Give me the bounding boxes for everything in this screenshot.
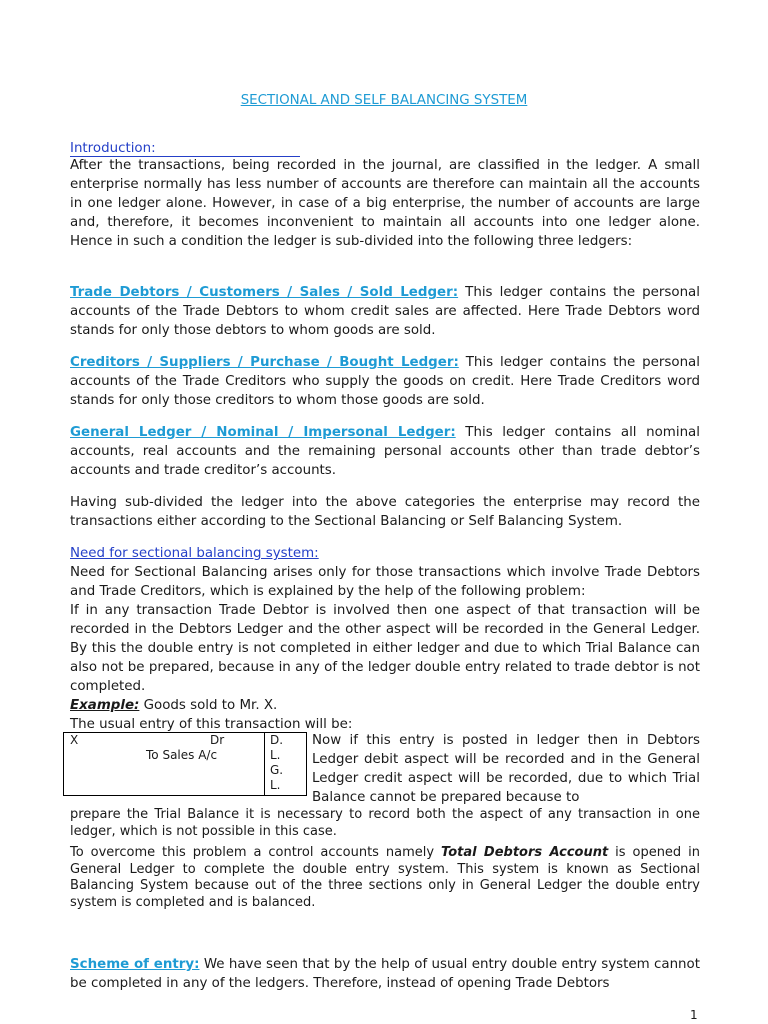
introduction-text: After the transactions, being recorded in the journal, are classified in the ledger. A small enterprise normally has less number of accounts are therefore can maintain all the accounts in one ledger alone. However, in case of a big enterprise, the number of accounts are large and, therefore, it becomes inconvenient to maintain all accounts into one ledger alone. Hence in such a condition the ledger is sub-divided into the following three ledgers: — [70, 158, 700, 249]
overcome-text-after: is opened in General Ledger to complete the double entry system. This system is known as Sectional Balancing System because out of the three sections only in General Ledger the double entry system is completed and is balanced. — [70, 845, 700, 910]
journal-ref-3: G. — [270, 763, 284, 777]
page-number: 1 — [690, 1008, 698, 1022]
journal-ref-1: D. — [270, 733, 284, 747]
journal-ref-2: L. — [270, 748, 281, 762]
scheme-paragraph — [70, 955, 700, 993]
continuation-text: prepare the Trial Balance it is necessary to record both the aspect of any transaction in one ledger, which is not possible in this case. — [70, 807, 700, 839]
ledger-trade-debtors-heading: Trade Debtors / Customers / Sales / Sold Ledger: — [70, 285, 459, 300]
ledger-creditors — [70, 353, 700, 410]
journal-entry-account-column — [64, 733, 265, 795]
scheme-text: We have seen that by the help of usual entry double entry system cannot be completed in any of the ledgers. Therefore, instead of opening Trade Debtors — [70, 957, 700, 991]
usual-entry-text: The usual entry of this transaction will be: — [70, 717, 353, 732]
side-explanation-text: Now if this entry is posted in ledger then in Debtors Ledger debit aspect will be recorded and in the General Ledger credit aspect will be recorded, due to which Trial Balance cannot be prepared because to — [312, 733, 700, 805]
ledger-general-heading: General Ledger / Nominal / Impersonal Ledger: — [70, 425, 456, 440]
ledger-creditors-text: This ledger contains the personal accounts of the Trade Creditors who supply the goods on credit. Here Trade Creditors word stands for only those creditors to whom those goods are sold. — [70, 355, 700, 408]
journal-to-sales: To Sales A/c — [146, 748, 218, 762]
overcome-text-before: To overcome this problem a control accounts namely — [70, 845, 442, 860]
total-debtors-account-term: Total Debtors Account — [441, 845, 609, 860]
need-text-2: If in any transaction Trade Debtor is involved then one aspect of that transaction will be recorded in the Debtors Ledger and the other aspect will be recorded in the General Ledger. By this the double entry is not completed in either ledger and due to which Trial Balance can also not be prepared, because in any of the ledger double entry related to trade debtor is not completed. — [70, 603, 700, 694]
need-text-1: Need for Sectional Balancing arises only for those transactions which involve Trade Debtors and Trade Creditors, which is explained by the help of the following problem: — [70, 565, 700, 599]
ledger-trade-debtors-text: This ledger contains the personal accounts of the Trade Debtors to whom credit sales are affected. Here Trade Debtors word stands for only those debtors to whom goods are sold. — [70, 285, 700, 338]
journal-entry-table — [63, 732, 307, 796]
journal-entry-ledger-column — [270, 733, 306, 795]
example-label: Example: — [70, 698, 140, 713]
ledger-creditors-heading: Creditors / Suppliers / Purchase / Bought Ledger: — [70, 355, 459, 370]
journal-account-name: X — [70, 733, 79, 747]
need-section — [70, 544, 700, 734]
ledger-general-text: This ledger contains all nominal accounts, real accounts and the remaining personal accounts other than trade debtor’s accounts and trade creditor’s accounts. — [70, 425, 700, 478]
ledger-general — [70, 423, 700, 480]
subdivided-paragraph: Having sub-divided the ledger into the above categories the enterprise may record the transactions either according to the Sectional Balancing or Self Balancing System. — [70, 495, 700, 529]
overcome-paragraph — [70, 845, 700, 911]
need-heading: Need for sectional balancing system: — [70, 546, 319, 561]
example-line — [70, 698, 277, 713]
introduction-heading: Introduction: — [70, 141, 156, 156]
journal-dr-label: Dr — [210, 733, 225, 747]
document-title: SECTIONAL AND SELF BALANCING SYSTEM — [240, 93, 528, 108]
ledger-trade-debtors — [70, 283, 700, 340]
journal-ref-4: L. — [270, 778, 281, 792]
example-text: Goods sold to Mr. X. — [139, 698, 278, 713]
scheme-heading: Scheme of entry: — [70, 957, 200, 972]
